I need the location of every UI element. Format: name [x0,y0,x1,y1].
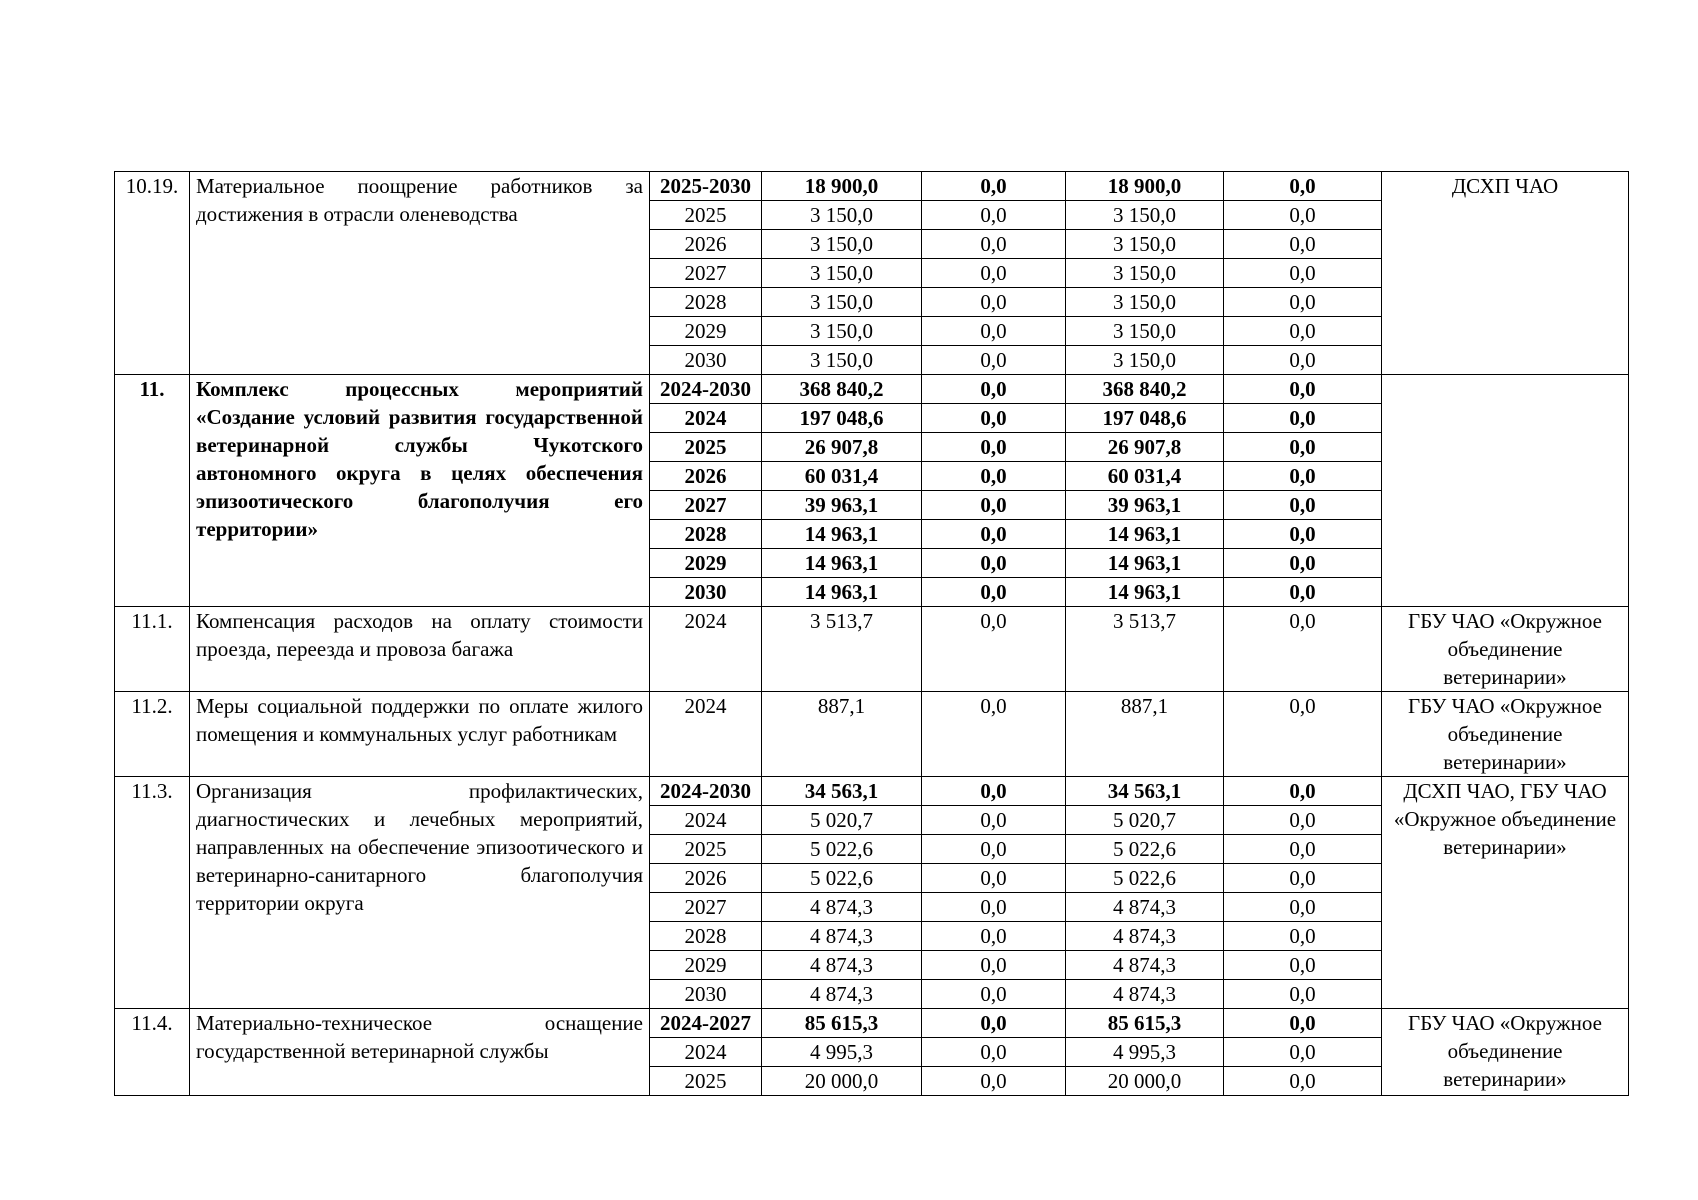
period-cell: 2027 [650,259,762,288]
period-cell: 2025-2030 [650,172,762,201]
amount-cell: 0,0 [1224,1038,1382,1067]
total-amount-cell: 26 907,8 [762,433,922,462]
amount-cell: 0,0 [1224,549,1382,578]
total-amount-cell: 14 963,1 [762,578,922,607]
period-cell: 2024-2030 [650,777,762,806]
table-row [115,777,1629,806]
item-number: 10.19. [115,172,190,375]
period-cell: 2029 [650,951,762,980]
amount-cell: 85 615,3 [1066,1009,1224,1038]
total-amount-cell: 3 150,0 [762,230,922,259]
amount-cell: 3 150,0 [1066,288,1224,317]
amount-cell: 0,0 [922,520,1066,549]
total-amount-cell: 3 513,7 [762,607,922,692]
amount-cell: 0,0 [922,835,1066,864]
total-amount-cell: 3 150,0 [762,317,922,346]
amount-cell: 0,0 [1224,433,1382,462]
total-amount-cell: 3 150,0 [762,288,922,317]
total-amount-cell: 5 020,7 [762,806,922,835]
period-cell: 2025 [650,835,762,864]
amount-cell: 0,0 [922,404,1066,433]
amount-cell: 0,0 [1224,172,1382,201]
amount-cell: 4 874,3 [1066,980,1224,1009]
amount-cell: 4 874,3 [1066,893,1224,922]
total-amount-cell: 5 022,6 [762,864,922,893]
total-amount-cell: 34 563,1 [762,777,922,806]
amount-cell: 0,0 [1224,1009,1382,1038]
period-cell: 2029 [650,549,762,578]
total-amount-cell: 60 031,4 [762,462,922,491]
amount-cell: 0,0 [1224,835,1382,864]
amount-cell: 0,0 [922,893,1066,922]
total-amount-cell: 18 900,0 [762,172,922,201]
total-amount-cell: 3 150,0 [762,259,922,288]
period-cell: 2028 [650,520,762,549]
amount-cell: 0,0 [922,433,1066,462]
amount-cell: 368 840,2 [1066,375,1224,404]
period-cell: 2026 [650,864,762,893]
period-cell: 2025 [650,201,762,230]
period-cell: 2025 [650,1067,762,1096]
amount-cell: 4 995,3 [1066,1038,1224,1067]
amount-cell: 0,0 [1224,288,1382,317]
amount-cell: 0,0 [1224,259,1382,288]
amount-cell: 3 513,7 [1066,607,1224,692]
item-title: Комплекс процессных мероприятий «Создание условий развития государственной ветеринарной службы Чукотского автономного округа в целях обеспечения эпизоотического благополучия его территории» [190,375,650,607]
amount-cell: 0,0 [1224,980,1382,1009]
item-title: Материально-техническое оснащение государственной ветеринарной службы [190,1009,650,1096]
period-cell: 2028 [650,288,762,317]
amount-cell: 0,0 [1224,692,1382,777]
total-amount-cell: 14 963,1 [762,549,922,578]
amount-cell: 0,0 [1224,346,1382,375]
period-cell: 2027 [650,893,762,922]
responsible-executor: ДСХП ЧАО [1382,172,1629,375]
table-row [115,692,1629,777]
amount-cell: 0,0 [922,172,1066,201]
total-amount-cell: 20 000,0 [762,1067,922,1096]
table-row [115,172,1629,201]
responsible-executor [1382,375,1629,607]
amount-cell: 5 022,6 [1066,864,1224,893]
amount-cell: 0,0 [922,288,1066,317]
period-cell: 2024 [650,607,762,692]
total-amount-cell: 4 995,3 [762,1038,922,1067]
table-body [115,172,1629,1096]
total-amount-cell: 4 874,3 [762,980,922,1009]
period-cell: 2024 [650,1038,762,1067]
period-cell: 2024-2027 [650,1009,762,1038]
amount-cell: 0,0 [1224,404,1382,433]
item-number: 11.3. [115,777,190,1009]
amount-cell: 0,0 [922,1038,1066,1067]
amount-cell: 18 900,0 [1066,172,1224,201]
amount-cell: 0,0 [1224,230,1382,259]
amount-cell: 60 031,4 [1066,462,1224,491]
item-title: Материальное поощрение работников за достижения в отрасли оленеводства [190,172,650,375]
amount-cell: 197 048,6 [1066,404,1224,433]
amount-cell: 0,0 [1224,893,1382,922]
amount-cell: 0,0 [1224,806,1382,835]
period-cell: 2027 [650,491,762,520]
amount-cell: 3 150,0 [1066,317,1224,346]
item-number: 11.2. [115,692,190,777]
amount-cell: 20 000,0 [1066,1067,1224,1096]
amount-cell: 5 020,7 [1066,806,1224,835]
amount-cell: 0,0 [922,259,1066,288]
responsible-executor: ГБУ ЧАО «Окружное объединение ветеринарии» [1382,607,1629,692]
amount-cell: 0,0 [922,864,1066,893]
total-amount-cell: 368 840,2 [762,375,922,404]
amount-cell: 26 907,8 [1066,433,1224,462]
period-cell: 2028 [650,922,762,951]
amount-cell: 0,0 [1224,951,1382,980]
amount-cell: 887,1 [1066,692,1224,777]
period-cell: 2030 [650,346,762,375]
amount-cell: 0,0 [1224,201,1382,230]
responsible-executor: ГБУ ЧАО «Окружное объединение ветеринарии» [1382,692,1629,777]
amount-cell: 0,0 [922,951,1066,980]
amount-cell: 14 963,1 [1066,578,1224,607]
amount-cell: 0,0 [922,491,1066,520]
amount-cell: 0,0 [1224,578,1382,607]
amount-cell: 0,0 [1224,491,1382,520]
amount-cell: 0,0 [1224,922,1382,951]
item-title: Меры социальной поддержки по оплате жилого помещения и коммунальных услуг работникам [190,692,650,777]
total-amount-cell: 4 874,3 [762,951,922,980]
period-cell: 2024 [650,692,762,777]
amount-cell: 4 874,3 [1066,951,1224,980]
amount-cell: 0,0 [922,549,1066,578]
period-cell: 2030 [650,980,762,1009]
amount-cell: 0,0 [1224,1067,1382,1096]
amount-cell: 0,0 [1224,520,1382,549]
amount-cell: 0,0 [922,230,1066,259]
item-number: 11. [115,375,190,607]
amount-cell: 34 563,1 [1066,777,1224,806]
table-row [115,375,1629,404]
period-cell: 2024 [650,806,762,835]
amount-cell: 14 963,1 [1066,549,1224,578]
responsible-executor: ГБУ ЧАО «Окружное объединение ветеринарии» [1382,1009,1629,1096]
amount-cell: 5 022,6 [1066,835,1224,864]
total-amount-cell: 887,1 [762,692,922,777]
period-cell: 2029 [650,317,762,346]
amount-cell: 0,0 [922,375,1066,404]
amount-cell: 3 150,0 [1066,201,1224,230]
total-amount-cell: 3 150,0 [762,201,922,230]
amount-cell: 39 963,1 [1066,491,1224,520]
amount-cell: 0,0 [922,346,1066,375]
amount-cell: 0,0 [922,1067,1066,1096]
responsible-executor: ДСХП ЧАО, ГБУ ЧАО «Окружное объединение ветеринарии» [1382,777,1629,1009]
amount-cell: 0,0 [922,462,1066,491]
item-number: 11.4. [115,1009,190,1096]
amount-cell: 3 150,0 [1066,346,1224,375]
period-cell: 2030 [650,578,762,607]
amount-cell: 3 150,0 [1066,259,1224,288]
amount-cell: 0,0 [1224,607,1382,692]
amount-cell: 0,0 [922,201,1066,230]
amount-cell: 0,0 [922,1009,1066,1038]
period-cell: 2024-2030 [650,375,762,404]
period-cell: 2026 [650,462,762,491]
total-amount-cell: 85 615,3 [762,1009,922,1038]
amount-cell: 14 963,1 [1066,520,1224,549]
amount-cell: 3 150,0 [1066,230,1224,259]
total-amount-cell: 39 963,1 [762,491,922,520]
item-title: Компенсация расходов на оплату стоимости проезда, переезда и провоза багажа [190,607,650,692]
amount-cell: 0,0 [1224,375,1382,404]
amount-cell: 0,0 [922,922,1066,951]
amount-cell: 0,0 [922,317,1066,346]
amount-cell: 0,0 [922,578,1066,607]
total-amount-cell: 3 150,0 [762,346,922,375]
period-cell: 2024 [650,404,762,433]
period-cell: 2026 [650,230,762,259]
total-amount-cell: 5 022,6 [762,835,922,864]
period-cell: 2025 [650,433,762,462]
total-amount-cell: 14 963,1 [762,520,922,549]
amount-cell: 0,0 [1224,317,1382,346]
amount-cell: 0,0 [922,980,1066,1009]
table-row [115,1009,1629,1038]
amount-cell: 0,0 [922,806,1066,835]
amount-cell: 4 874,3 [1066,922,1224,951]
amount-cell: 0,0 [922,692,1066,777]
amount-cell: 0,0 [1224,777,1382,806]
amount-cell: 0,0 [922,777,1066,806]
total-amount-cell: 4 874,3 [762,893,922,922]
amount-cell: 0,0 [1224,864,1382,893]
total-amount-cell: 197 048,6 [762,404,922,433]
item-number: 11.1. [115,607,190,692]
program-budget-table [114,171,1629,1096]
total-amount-cell: 4 874,3 [762,922,922,951]
item-title: Организация профилактических, диагностических и лечебных мероприятий, направленных на обеспечение эпизоотического и ветеринарно-санитарного благополучия территории округа [190,777,650,1009]
amount-cell: 0,0 [1224,462,1382,491]
table-row [115,607,1629,692]
amount-cell: 0,0 [922,607,1066,692]
